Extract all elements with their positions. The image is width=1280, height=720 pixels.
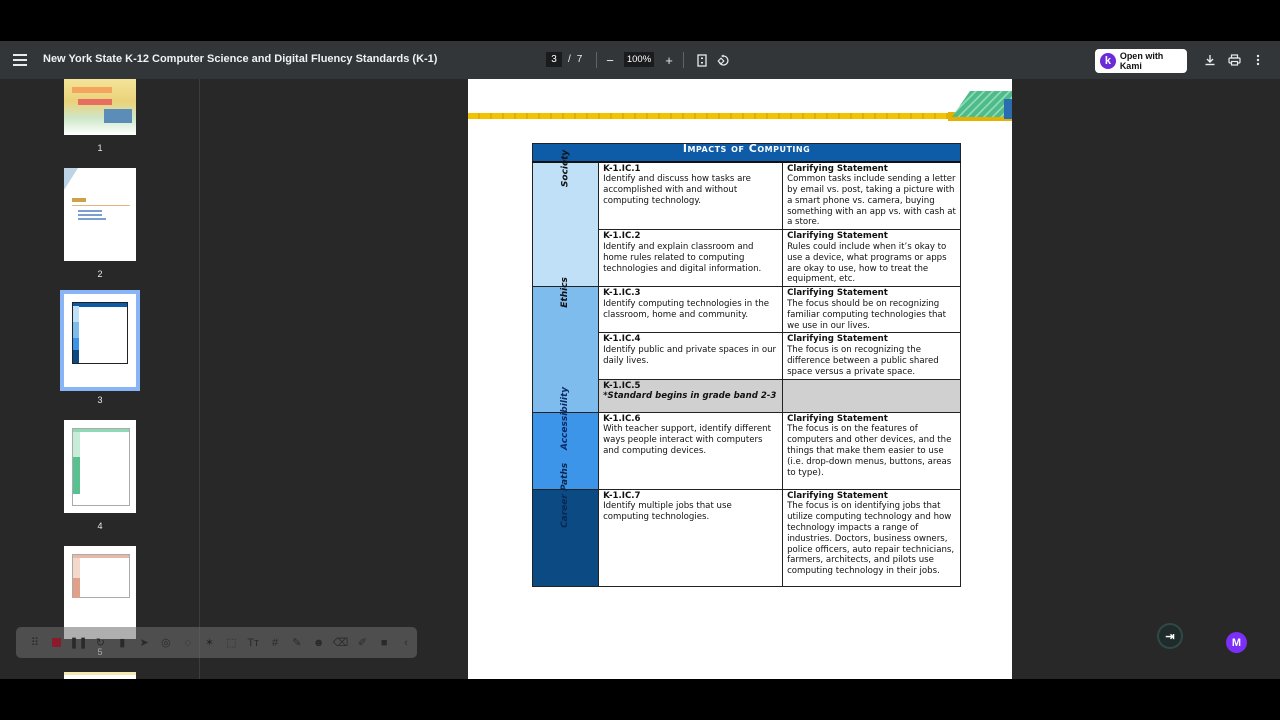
cursor-icon[interactable]: ➤ <box>139 637 149 649</box>
standard-text: With teacher support, identify different ways people interact with computers and computing devices. <box>603 424 771 457</box>
letterbox-top <box>0 0 1280 41</box>
thumbnail-number: 2 <box>97 269 103 279</box>
standard-text: Identify computing technologies in the classroom, home and community. <box>603 299 770 320</box>
letterbox-bottom <box>0 679 1280 720</box>
extension-toggle-icon[interactable]: ⇥ <box>1159 625 1181 647</box>
restart-icon[interactable]: ↻ <box>95 637 105 649</box>
standard-text: Identify and explain classroom and home rules related to computing technologies and digital information. <box>603 242 762 274</box>
table-title: Impacts of Computing <box>533 144 961 162</box>
zoom-in-button[interactable]: + <box>665 52 673 68</box>
standard-cell <box>599 162 783 230</box>
pdf-page-3 <box>468 79 1012 679</box>
pdf-viewer <box>0 41 1280 679</box>
clarifying-text: Rules could include when it’s okay to use a device, what programs or apps are okay to use, how to treat the equipment, etc. <box>787 242 947 285</box>
category-label: Society <box>560 149 571 187</box>
clarifying-heading: Clarifying Statement <box>787 163 888 174</box>
standard-cell <box>599 489 783 586</box>
clarifying-text: The focus is on recognizing the difference between a public shared space versus a private space. <box>787 345 939 377</box>
clarifying-heading: Clarifying Statement <box>787 334 888 345</box>
clarifying-cell <box>783 287 961 333</box>
standard-code: K-1.IC.1 <box>603 163 641 174</box>
category-label: Accessibility <box>560 386 571 450</box>
standard-code: K-1.IC.2 <box>603 231 641 242</box>
rotate-icon[interactable] <box>714 51 732 69</box>
m-extension-badge[interactable]: M <box>1226 632 1247 653</box>
standard-text: Identify multiple jobs that use computing technologies. <box>603 501 732 523</box>
standard-code: K-1.IC.3 <box>603 288 641 299</box>
spotlight-cursor-icon[interactable]: ◎ <box>161 637 171 649</box>
standard-text: Identify and discuss how tasks are accomplished with and without computing technology. <box>603 174 751 206</box>
clarifying-cell <box>783 333 961 379</box>
open-with-kami-label: Open with Kami <box>1119 51 1164 71</box>
page-number-input[interactable] <box>546 52 562 67</box>
standard-cell <box>599 379 783 412</box>
zoom-out-button[interactable]: − <box>606 52 614 68</box>
thumbnail-number: 3 <box>97 395 103 405</box>
collapse-toolbar-icon[interactable]: ‹ <box>404 636 408 649</box>
toolbar-divider <box>596 52 597 68</box>
standard-code: K-1.IC.6 <box>603 413 641 424</box>
document-title: New York State K-12 Computer Science and Digital Fluency Standards (K-1) <box>43 53 438 65</box>
clarifying-heading: Clarifying Statement <box>787 490 888 501</box>
laser-pointer-icon[interactable]: ✶ <box>204 637 215 649</box>
thumbnail-page-5[interactable] <box>64 546 136 639</box>
thumbnail-page-6[interactable] <box>64 672 136 679</box>
zoom-level-input[interactable] <box>624 52 654 67</box>
standard-text: Identify public and private spaces in our daily lives. <box>603 345 777 367</box>
area-select-icon[interactable]: ⬚ <box>226 637 237 649</box>
text-tool-icon[interactable]: Tт <box>247 636 260 649</box>
emoji-icon[interactable]: ☻ <box>312 636 325 649</box>
thumbnail-number: 4 <box>97 521 103 531</box>
header-decoration-accent <box>1004 99 1012 119</box>
pause-icon[interactable]: ❚❚ <box>69 637 88 649</box>
click-highlight-icon[interactable]: ◌ <box>184 636 191 649</box>
standard-cell <box>599 287 783 333</box>
standard-code: K-1.IC.7 <box>603 490 641 501</box>
clarifying-text: Common tasks include sending a letter by email vs. post, taking a picture with a smart phone vs. camera, buying something with an app vs. with cash at a store. <box>787 174 956 228</box>
thumbnail-number: 1 <box>97 143 103 153</box>
pdf-toolbar <box>0 41 1280 79</box>
table-row <box>533 412 961 489</box>
camera-icon[interactable]: ■ <box>380 636 388 649</box>
table-row <box>533 287 961 333</box>
more-options-icon[interactable] <box>1249 51 1267 69</box>
total-pages: 7 <box>576 54 583 65</box>
open-with-kami-button[interactable] <box>1095 49 1187 73</box>
category-society <box>533 149 599 287</box>
clarifying-heading: Clarifying Statement <box>787 413 888 424</box>
kami-logo-icon: k <box>1100 53 1116 69</box>
impacts-of-computing-table <box>532 143 961 587</box>
pen-tool-icon[interactable]: ✎ <box>292 637 302 649</box>
thumbnail-sidebar[interactable] <box>0 79 200 679</box>
toolbar-divider <box>683 52 684 68</box>
stop-recording-icon[interactable] <box>46 633 68 653</box>
grid-icon[interactable]: # <box>271 636 279 649</box>
eraser-icon[interactable]: ⌫ <box>332 637 349 649</box>
thumbnail-page-4[interactable] <box>64 420 136 513</box>
category-career-paths <box>533 462 599 586</box>
standard-cell <box>599 333 783 379</box>
category-label: Ethics <box>560 277 571 308</box>
clarifying-cell-empty <box>783 379 961 412</box>
table-row <box>533 162 961 230</box>
thumbnail-page-2[interactable] <box>64 168 136 261</box>
drag-handle-icon[interactable]: ⠿ <box>30 637 39 649</box>
category-label: Career Paths <box>560 462 571 528</box>
table-row <box>533 489 961 586</box>
menu-icon[interactable] <box>13 52 29 68</box>
clarifying-text: The focus is on the features of computers and other devices, and the things that make them easier to use (i.e. drop-down menus, buttons, areas to type). <box>787 424 952 478</box>
download-icon[interactable] <box>1201 51 1219 69</box>
clarifying-heading: Clarifying Statement <box>787 231 888 242</box>
page-separator: / <box>568 54 571 65</box>
highlighter-off-icon[interactable]: ✐ <box>357 637 367 649</box>
clarifying-cell <box>783 412 961 489</box>
clarifying-cell <box>783 230 961 287</box>
standard-code: K-1.IC.5 <box>603 380 641 391</box>
header-decoration <box>952 91 1012 117</box>
clarifying-text: The focus should be on recognizing familiar computing technologies that we use in our lives. <box>787 299 947 331</box>
standard-note: *Standard begins in grade band 2-3 <box>603 391 777 402</box>
clarifying-cell <box>783 162 961 230</box>
standard-cell <box>599 412 783 489</box>
standard-code: K-1.IC.4 <box>603 334 641 345</box>
standard-cell <box>599 230 783 287</box>
page-navigation <box>546 52 582 67</box>
delete-icon[interactable]: ▮ <box>119 637 126 649</box>
thumbnail-page-1[interactable] <box>64 79 136 135</box>
clarifying-text: The focus is on identifying jobs that utilize computing technology and how technology impacts a range of industries. Doctors, business owners, police officers, auto repair technicians, farmers, architects, and pilots use computing technology in their jobs. <box>787 501 955 577</box>
annotation-toolbar <box>16 627 417 658</box>
thumbnail-page-3[interactable] <box>64 294 136 387</box>
print-icon[interactable] <box>1225 51 1243 69</box>
clarifying-heading: Clarifying Statement <box>787 288 888 299</box>
fit-to-page-icon[interactable] <box>693 51 711 69</box>
header-stripe <box>468 113 998 119</box>
clarifying-cell <box>783 489 961 586</box>
